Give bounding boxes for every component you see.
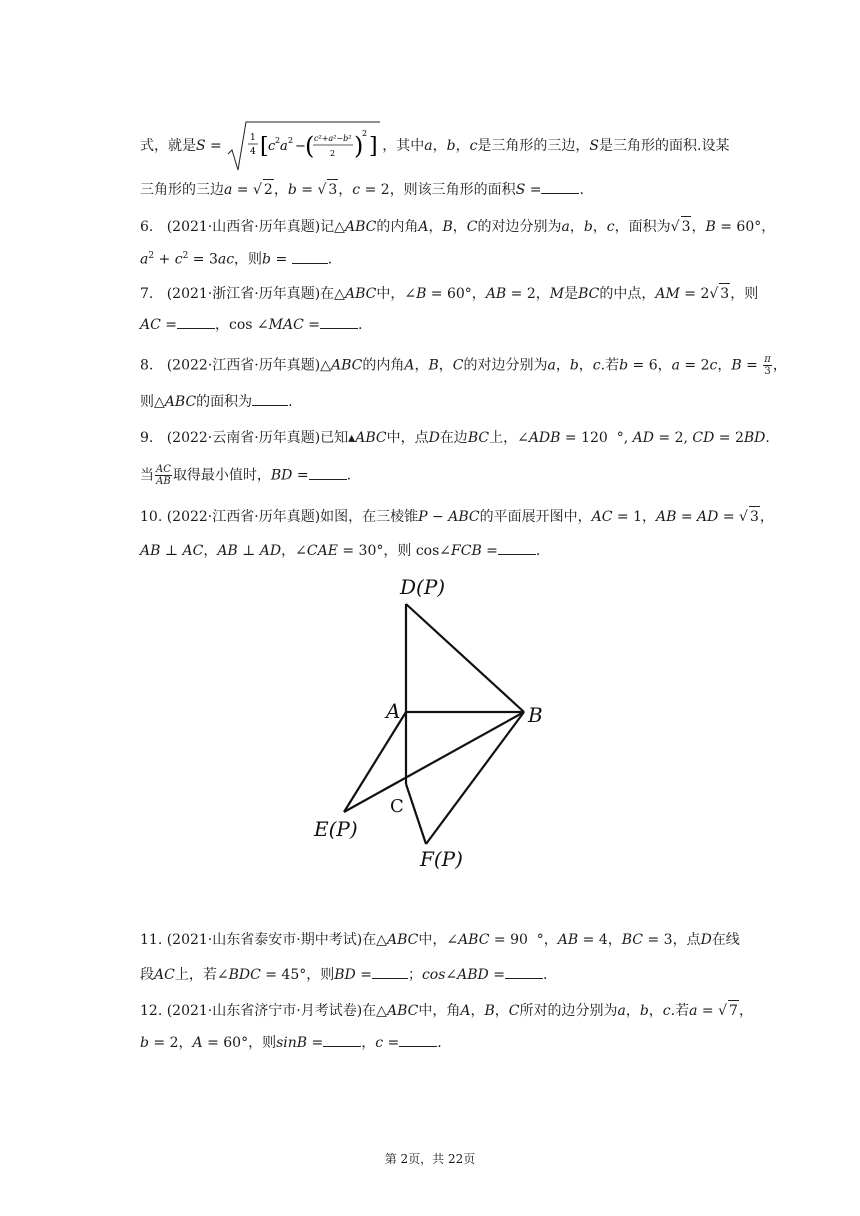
heron-text-5: 三角形的三边 (140, 182, 224, 198)
label-B: B (528, 703, 543, 727)
svg-text:2: 2 (275, 136, 281, 145)
question-source: (2021·山西省·历年真题) (166, 219, 321, 235)
heron-text-1: 式，就是 (140, 138, 196, 154)
heron-formula (226, 118, 382, 174)
question-source: (2022·江西省·历年真题) (166, 357, 321, 374)
question-9-line-2: 当 $\frac{AC}{AB}$ 取得最小值时，BD = . (140, 464, 352, 487)
answer-blank[interactable] (372, 964, 408, 979)
answer-blank[interactable] (252, 391, 288, 406)
segment-DB (406, 604, 524, 712)
answer-blank[interactable] (541, 179, 579, 194)
answer-blank[interactable] (320, 314, 358, 329)
svg-text:(: ( (305, 132, 315, 160)
answer-blank[interactable] (505, 964, 543, 979)
label-A: A (386, 699, 401, 723)
question-source: (2021·浙江省·历年真题) (166, 286, 321, 302)
heron-text-4: 是三角形的面积.设某 (599, 138, 730, 154)
svg-text:]: ] (369, 134, 378, 159)
label-F-P: F(P) (420, 847, 463, 871)
svg-text:c: c (268, 139, 276, 154)
label-E-P: E(P) (314, 817, 358, 841)
svg-text:c²+a²−b²: c²+a²−b² (314, 134, 352, 143)
net-diagram (300, 572, 543, 876)
segment-CF (406, 784, 426, 844)
answer-blank[interactable] (323, 1032, 361, 1047)
question-10-line-2: AB ⊥ AC，AB ⊥ AD，∠CAE = 30°，则 cos∠FCB = . (140, 540, 540, 561)
question-9-line-1: 9. (2022·云南省·历年真题)已知▴ABC中，点D在边BC上，∠ADB = 120 °, AD = 2, CD = 2BD. (140, 430, 770, 446)
question-6-line-2: $a^2 + c^2 = 3ac$，则b = . (140, 246, 332, 270)
heron-text-3: 是三角形的三边， (477, 138, 590, 154)
question-12-line-1: 12. (2021·山东省济宁市·月考试卷)在△ABC中，角A，B，C所对的边分别为a，b，c.若a = √ 7， (140, 1000, 753, 1021)
page-footer: 第 2页，共 22页 (384, 1152, 476, 1166)
question-source: (2022·江西省·历年真题) (166, 509, 321, 525)
segment-FB (426, 712, 524, 844)
heron-question-line: 三角形的三边a = √ 2，b = √ 3，c = 2，则该三角形的面积S = . (140, 179, 584, 200)
question-source: (2021·山东省泰安市·期中考试) (166, 932, 363, 948)
heron-text-2: ，其中 (382, 138, 425, 154)
answer-blank[interactable] (498, 540, 536, 555)
question-source: (2022·云南省·历年真题) (166, 430, 321, 446)
label-D-P: D(P) (400, 575, 446, 599)
question-12-line-2: b = 2，A = 60°，则sinB = ，c = . (140, 1032, 442, 1053)
svg-text:[: [ (260, 134, 269, 159)
svg-text:2: 2 (330, 149, 336, 158)
svg-text:−: − (295, 139, 307, 154)
answer-blank[interactable] (177, 314, 215, 329)
question-8-line-2: 则△ABC的面积为 . (140, 391, 293, 412)
svg-text:): ) (354, 132, 364, 160)
question-11-line-1: 11. (2021·山东省泰安市·期中考试)在△ABC中，∠ABC = 90 °，AB = 4，BC = 3，点D在线 (140, 932, 740, 948)
answer-blank[interactable] (292, 249, 328, 264)
question-10-line-1: 10. (2022·江西省·历年真题)如图，在三棱锥P − ABC的平面展开图中，AC = 1，AB = AD = √ 3， (140, 506, 774, 527)
question-source: (2021·山东省济宁市·月考试卷) (166, 1003, 363, 1019)
heron-text-6: ，则该三角形的面积 (389, 182, 516, 198)
svg-text:2: 2 (362, 129, 368, 138)
question-11-line-2: 段AC上，若∠BDC = 45°，则BD = ；cos∠ABD = . (140, 964, 547, 985)
question-6-line-1: 6. (2021·山西省·历年真题)记△ABC的内角A，B，C的对边分别为a，b，c，面积为√ 3，B = 60°， (140, 216, 775, 237)
question-7-line-2: AC = ，cos ∠MAC = . (140, 314, 362, 335)
answer-blank[interactable] (399, 1032, 437, 1047)
question-8-line-1: 8. (2022·江西省·历年真题)△ABC的内角A，B，C的对边分别为a，b，c.若b = 6，a = 2c，B = $\frac{\pi}{3}$ ， (140, 354, 787, 377)
svg-text:a: a (280, 139, 288, 154)
segment-EB (344, 712, 524, 812)
answer-blank[interactable] (309, 465, 347, 480)
svg-text:1: 1 (250, 133, 256, 143)
label-C: C (390, 796, 404, 817)
heron-formula-line: 式，就是S = 1 4 [ c 2 a 2 − ( c²+a²−b² 2 ) 2 ] ，其中a，b，c是三角形的三边，S是三角形的面积.设某 (140, 118, 729, 174)
svg-text:2: 2 (288, 136, 294, 145)
question-7-line-1: 7. (2021·浙江省·历年真题)在△ABC中，∠B = 60°，AB = 2，M是BC的中点，AM = 2√ 3，则 (140, 283, 758, 304)
svg-text:4: 4 (250, 147, 256, 157)
